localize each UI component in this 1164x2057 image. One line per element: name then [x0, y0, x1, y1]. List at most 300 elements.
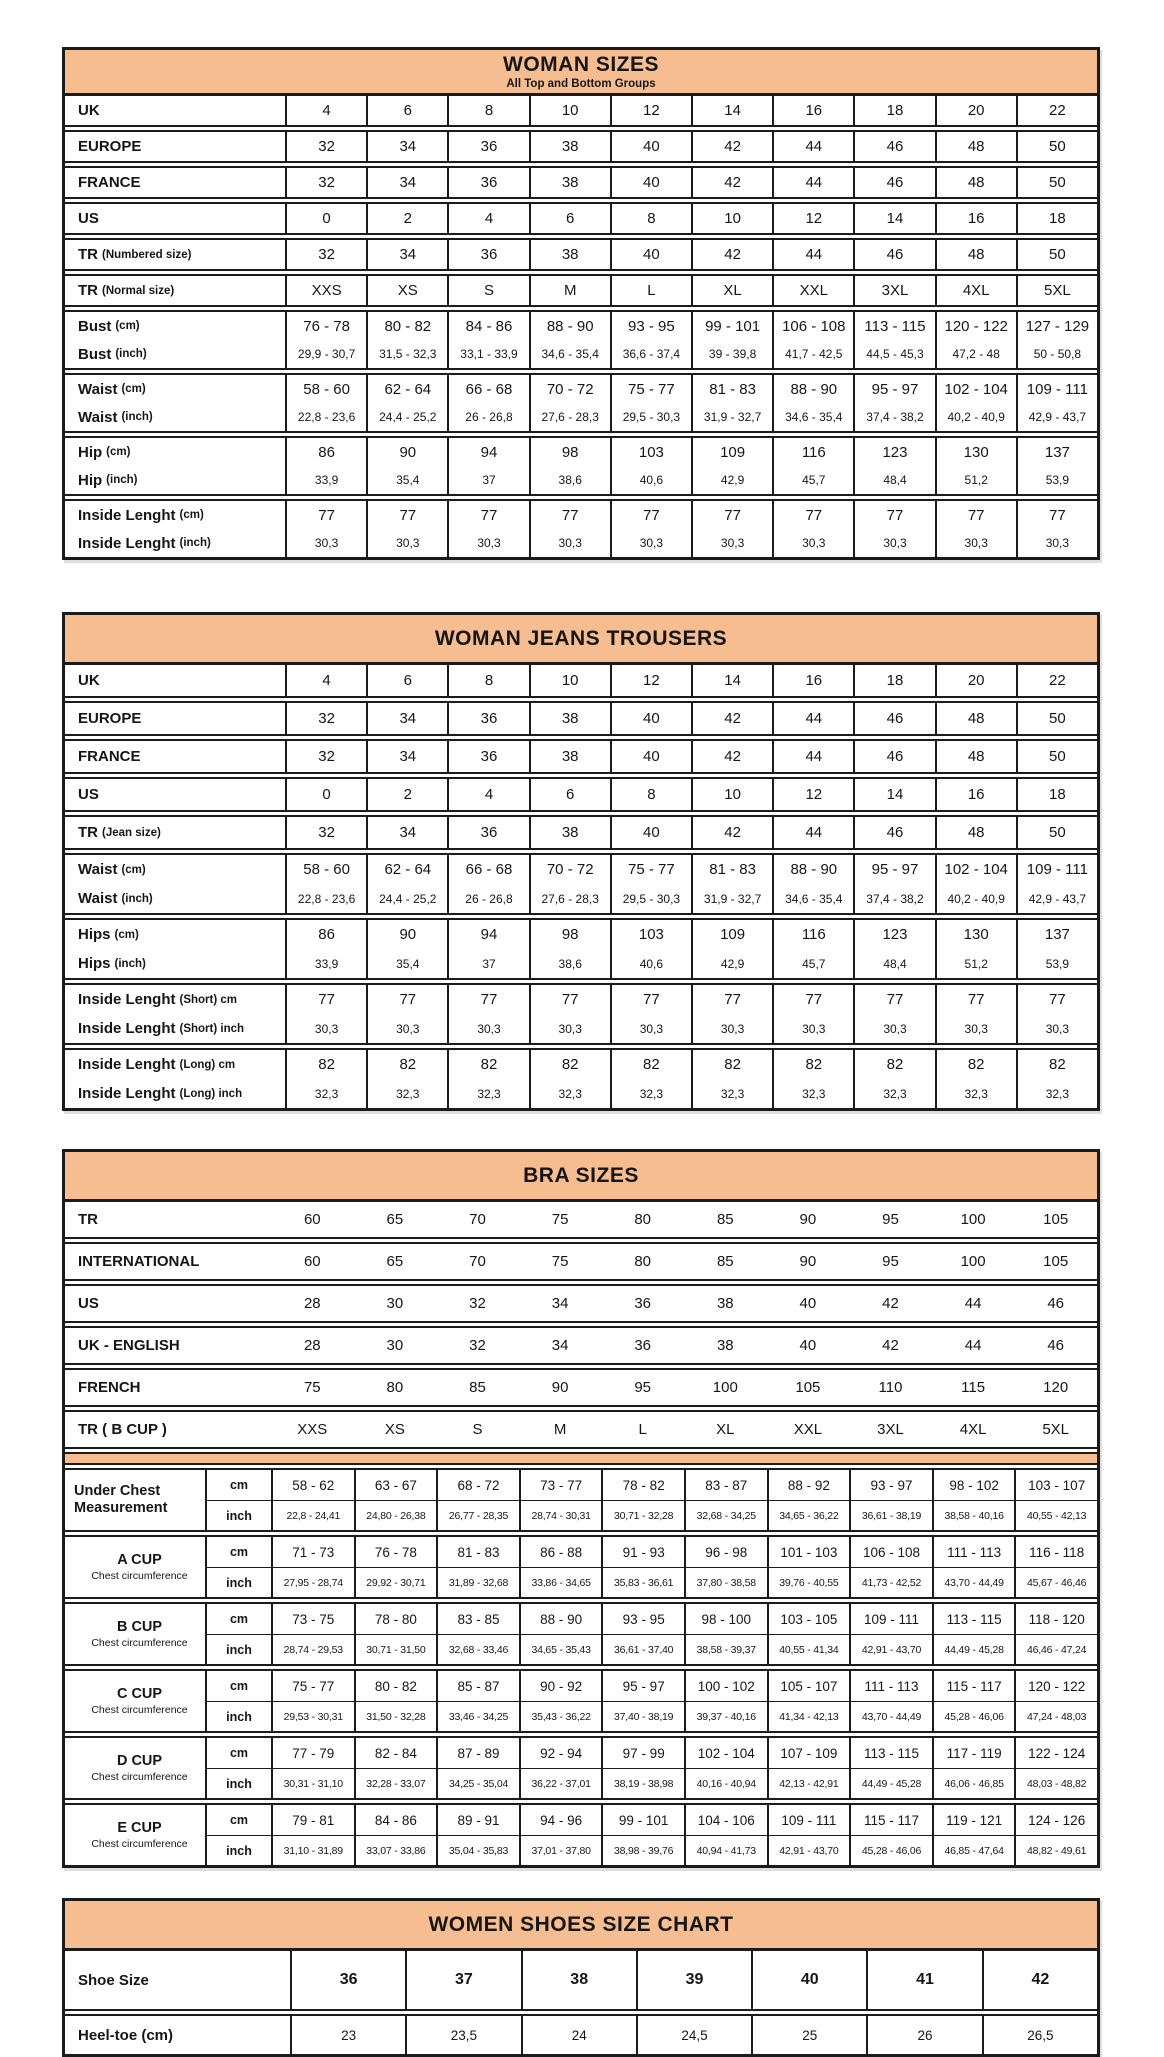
- size-cell: 23,5: [405, 2016, 520, 2054]
- size-cell: 113 - 115: [853, 312, 934, 340]
- row-label-text: UK: [78, 102, 100, 119]
- size-cell: 130: [935, 920, 1016, 949]
- size-cell: 50 - 50,8: [1016, 340, 1097, 368]
- size-cell: 30,3: [285, 529, 366, 557]
- size-row: [65, 168, 1097, 197]
- size-cell: 48: [935, 741, 1016, 772]
- size-cell: 35,04 - 35,83: [436, 1835, 519, 1865]
- woman-sizes-subtitle: All Top and Bottom Groups: [506, 78, 656, 90]
- cup-row-group: [65, 1602, 1097, 1666]
- cup-label: [65, 1470, 205, 1530]
- size-cell: 29,92 - 30,71: [354, 1567, 437, 1597]
- unit-label-cm: cm: [205, 1470, 271, 1500]
- row-group: [65, 918, 1097, 980]
- size-cell: 42,9: [691, 466, 772, 494]
- size-cell: 34: [366, 817, 447, 848]
- size-cell: 99 - 101: [601, 1805, 684, 1835]
- jeans-body: [65, 665, 1097, 1108]
- size-cell: 39 - 39,8: [691, 340, 772, 368]
- row-label-text: EUROPE: [78, 710, 142, 727]
- size-cell: 44: [772, 168, 853, 197]
- size-cell: 46: [853, 703, 934, 734]
- size-cell: 98: [529, 920, 610, 949]
- size-cell: 20: [935, 665, 1016, 696]
- size-cell: 5XL: [1016, 276, 1097, 305]
- row-label: [65, 340, 285, 368]
- size-cell: 77: [366, 501, 447, 529]
- size-cell: 8: [447, 96, 528, 125]
- size-cell: 40,6: [610, 466, 691, 494]
- row-label-text: TR: [78, 282, 98, 299]
- size-cell: 42: [691, 703, 772, 734]
- size-cell: 32,3: [853, 1079, 934, 1108]
- size-cell: XXS: [297, 1421, 328, 1438]
- size-row: [65, 1014, 1097, 1043]
- size-cell: 30,71 - 31,50: [354, 1634, 437, 1664]
- size-cell: 95 - 97: [853, 375, 934, 403]
- size-cell: 101 - 103: [767, 1537, 850, 1567]
- row-label: [65, 529, 285, 557]
- size-cell: 90: [799, 1253, 817, 1270]
- size-cell: M: [529, 276, 610, 305]
- cup-row-group: [65, 1736, 1097, 1800]
- row-group: [65, 815, 1097, 850]
- size-row: [65, 817, 1097, 848]
- size-cell: 33,86 - 34,65: [519, 1567, 602, 1597]
- size-cell: 77: [772, 501, 853, 529]
- row-label: [65, 1050, 285, 1079]
- row-group: [65, 1048, 1097, 1108]
- row-group: [65, 2014, 1097, 2054]
- size-cell: 10: [529, 96, 610, 125]
- size-cell: 40: [799, 1295, 817, 1312]
- size-cell: 4: [285, 96, 366, 125]
- size-cell: 44: [964, 1337, 982, 1354]
- size-cell: 100 - 102: [684, 1671, 767, 1701]
- size-cell: 32,68 - 34,25: [684, 1500, 767, 1530]
- row-label: [65, 466, 285, 494]
- row-label-text: Inside Lenght: [78, 534, 176, 552]
- size-cell: 30,3: [366, 1014, 447, 1043]
- size-cell: 30,3: [1016, 1014, 1097, 1043]
- size-cell: 119 - 121: [932, 1805, 1015, 1835]
- cup-sublabel: Chest circumference: [91, 1636, 188, 1649]
- size-cell: 46,85 - 47,64: [932, 1835, 1015, 1865]
- size-row: [65, 884, 1097, 913]
- size-cell: 32,68 - 33,46: [436, 1634, 519, 1664]
- size-cell: 24,4 - 25,2: [366, 884, 447, 913]
- size-cell: 84 - 86: [354, 1805, 437, 1835]
- size-cell: 6: [366, 96, 447, 125]
- size-cell: 30,3: [447, 529, 528, 557]
- size-cell: 38,6: [529, 949, 610, 978]
- size-cell: 32,3: [610, 1079, 691, 1108]
- size-cell: 42: [882, 1295, 899, 1312]
- row-label: [65, 1951, 290, 2009]
- size-cell: 44,5 - 45,3: [853, 340, 934, 368]
- cup-row-group: [65, 1669, 1097, 1733]
- row-label-unit: (Short) cm: [179, 993, 237, 1006]
- row-label: [65, 949, 285, 978]
- size-cell: 40,55 - 41,34: [767, 1634, 850, 1664]
- size-cell: 8: [447, 665, 528, 696]
- row-label-unit: (cm): [114, 928, 139, 941]
- size-cell: 99 - 101: [691, 312, 772, 340]
- row-label-text: EUROPE: [78, 138, 142, 155]
- size-cell: 100: [712, 1379, 738, 1396]
- size-row: [65, 665, 1097, 696]
- size-cell: 93 - 95: [601, 1604, 684, 1634]
- row-label: [65, 312, 285, 340]
- size-cell: 45,7: [772, 949, 853, 978]
- size-cell: 37,4 - 38,2: [853, 403, 934, 431]
- size-cell: 30,3: [853, 1014, 934, 1043]
- size-cell: 48,03 - 48,82: [1014, 1768, 1097, 1798]
- row-group: [65, 1951, 1097, 2011]
- size-cell: 40,55 - 42,13: [1014, 1500, 1097, 1530]
- size-cell: 32: [469, 1337, 486, 1354]
- size-cell: 53,9: [1016, 466, 1097, 494]
- bra-sizes-table: [62, 1149, 1100, 1868]
- size-cell: 88 - 90: [529, 312, 610, 340]
- row-label: [65, 779, 285, 810]
- size-cell: 50: [1016, 741, 1097, 772]
- row-label-text: Waist: [78, 380, 118, 398]
- size-cell: 30,3: [447, 1014, 528, 1043]
- size-cell: 42: [982, 1951, 1097, 2009]
- size-cell: 120 - 122: [935, 312, 1016, 340]
- size-cell: 40,6: [610, 949, 691, 978]
- size-cell: 24: [521, 2016, 636, 2054]
- row-label: [65, 1328, 271, 1363]
- size-cell: 87 - 89: [436, 1738, 519, 1768]
- size-cell: 38,58 - 40,16: [932, 1500, 1015, 1530]
- size-cell: 109 - 111: [1016, 855, 1097, 884]
- size-cell: 42: [882, 1337, 899, 1354]
- size-row: [65, 741, 1097, 772]
- size-cell: 30,31 - 31,10: [271, 1768, 354, 1798]
- size-cell: 123: [853, 920, 934, 949]
- size-cell: 115 - 117: [849, 1805, 932, 1835]
- size-cell: 82: [935, 1050, 1016, 1079]
- size-cell: 95 - 97: [601, 1671, 684, 1701]
- row-label-text: Waist: [78, 408, 118, 426]
- size-cell: 98 - 100: [684, 1604, 767, 1634]
- size-cell: 76 - 78: [354, 1537, 437, 1567]
- row-label: [65, 1370, 271, 1405]
- size-cell: 105: [795, 1379, 821, 1396]
- size-cell: 32,3: [285, 1079, 366, 1108]
- size-cell: 38: [529, 240, 610, 269]
- size-cell: 85 - 87: [436, 1671, 519, 1701]
- size-cell: 4: [285, 665, 366, 696]
- size-cell: 78 - 82: [601, 1470, 684, 1500]
- size-row: [65, 920, 1097, 949]
- size-cell: 8: [610, 204, 691, 233]
- size-cell: 77: [1016, 501, 1097, 529]
- size-row: [65, 204, 1097, 233]
- row-label: [65, 168, 285, 197]
- size-cell: 42: [691, 240, 772, 269]
- size-cell: 50: [1016, 817, 1097, 848]
- row-label-text: UK: [78, 672, 100, 689]
- row-label: [65, 817, 285, 848]
- size-cell: 36: [290, 1951, 405, 2009]
- row-label-text: UK - ENGLISH: [78, 1337, 180, 1354]
- size-cell: 109 - 111: [767, 1805, 850, 1835]
- woman-sizes-body: [65, 96, 1097, 557]
- size-cell: 34,65 - 35,43: [519, 1634, 602, 1664]
- row-label: [65, 703, 285, 734]
- size-cell: 37,01 - 37,80: [519, 1835, 602, 1865]
- size-cell: 40: [610, 132, 691, 161]
- size-cell: 80: [634, 1253, 652, 1270]
- unit-label-cm: cm: [205, 1537, 271, 1567]
- size-cell: 30,3: [529, 529, 610, 557]
- row-label: [65, 2016, 290, 2054]
- jeans-header-band: [65, 615, 1097, 665]
- size-cell: 120: [1043, 1379, 1069, 1396]
- cup-label: [65, 1604, 205, 1664]
- size-cell: 28,74 - 29,53: [271, 1634, 354, 1664]
- size-cell: 40,94 - 41,73: [684, 1835, 767, 1865]
- size-cell: 44: [964, 1295, 982, 1312]
- size-row: [65, 949, 1097, 978]
- cup-sublabel: Chest circumference: [91, 1837, 188, 1850]
- size-cell: 63 - 67: [354, 1470, 437, 1500]
- row-label-text: Hips: [78, 926, 111, 943]
- size-row: [65, 1079, 1097, 1108]
- size-cell: 38: [529, 741, 610, 772]
- size-cell: 32: [285, 240, 366, 269]
- row-group: [65, 1202, 1097, 1239]
- size-cell: 28,74 - 30,31: [519, 1500, 602, 1530]
- size-cell: 14: [853, 779, 934, 810]
- size-cell: 10: [691, 204, 772, 233]
- size-cell: 82: [853, 1050, 934, 1079]
- row-group: [65, 96, 1097, 127]
- size-cell: 109 - 111: [1016, 375, 1097, 403]
- size-cell: 113 - 115: [849, 1738, 932, 1768]
- cup-sublabel: Chest circumference: [91, 1569, 188, 1582]
- row-label-unit: (cm): [121, 863, 146, 876]
- size-cell: 32,3: [772, 1079, 853, 1108]
- row-label-unit: (cm): [115, 320, 140, 332]
- size-cell: 42,91 - 43,70: [767, 1835, 850, 1865]
- size-cell: 5XL: [1042, 1421, 1070, 1438]
- size-cell: 16: [935, 779, 1016, 810]
- row-label-text: TR: [78, 1211, 98, 1228]
- size-cell: 77: [935, 501, 1016, 529]
- size-cell: S: [447, 276, 528, 305]
- size-cell: 41,7 - 42,5: [772, 340, 853, 368]
- size-cell: 14: [691, 96, 772, 125]
- size-cell: 31,5 - 32,3: [366, 340, 447, 368]
- size-cell: 105: [1043, 1253, 1069, 1270]
- size-cell: 85: [716, 1253, 734, 1270]
- row-group: [65, 274, 1097, 307]
- size-cell: 109: [691, 920, 772, 949]
- row-label: [65, 375, 285, 403]
- size-cell: 33,9: [285, 466, 366, 494]
- row-label: [65, 96, 285, 125]
- size-cell: 30,3: [935, 1014, 1016, 1043]
- size-cell: 22,8 - 23,6: [285, 884, 366, 913]
- row-label-text: Hips: [78, 955, 111, 972]
- size-cell: 30,3: [691, 529, 772, 557]
- size-cell: 94 - 96: [519, 1805, 602, 1835]
- size-cell: 32,3: [691, 1079, 772, 1108]
- row-group: [65, 373, 1097, 433]
- size-cell: 38: [529, 168, 610, 197]
- size-cell: 42: [691, 132, 772, 161]
- size-cell: 111 - 113: [932, 1537, 1015, 1567]
- row-label-unit: (Jean size): [102, 826, 161, 839]
- size-cell: 122 - 124: [1014, 1738, 1097, 1768]
- size-cell: 77: [529, 985, 610, 1014]
- row-label: [65, 403, 285, 431]
- size-cell: 36: [447, 132, 528, 161]
- row-group: [65, 238, 1097, 271]
- row-label-text: INTERNATIONAL: [78, 1253, 200, 1270]
- size-cell: 42,91 - 43,70: [849, 1634, 932, 1664]
- unit-label-cm: cm: [205, 1671, 271, 1701]
- size-cell: 77: [285, 985, 366, 1014]
- row-label: [65, 1014, 285, 1043]
- row-label-text: FRANCE: [78, 748, 141, 765]
- size-cell: 14: [691, 665, 772, 696]
- size-cell: 32: [285, 168, 366, 197]
- row-label-text: Heel-toe (cm): [78, 2026, 174, 2044]
- row-label: [65, 741, 285, 772]
- size-row: [65, 2016, 1097, 2054]
- size-cell: 94: [447, 438, 528, 466]
- size-cell: 46,06 - 46,85: [932, 1768, 1015, 1798]
- size-cell: 58 - 60: [285, 855, 366, 884]
- size-cell: 42,9 - 43,7: [1016, 884, 1097, 913]
- size-cell: 50: [1016, 703, 1097, 734]
- row-group: [65, 310, 1097, 370]
- cup-label-text: D CUP: [116, 1753, 163, 1770]
- size-cell: 117 - 119: [932, 1738, 1015, 1768]
- size-row: [65, 1412, 1097, 1447]
- cup-row-group: [65, 1468, 1097, 1532]
- size-cell: 40,2 - 40,9: [935, 403, 1016, 431]
- row-label: [65, 884, 285, 913]
- size-row: [65, 1951, 1097, 2009]
- size-cell: 44: [772, 703, 853, 734]
- size-cell: 30,3: [935, 529, 1016, 557]
- size-cell: 113 - 115: [932, 1604, 1015, 1634]
- size-cell: 32: [285, 741, 366, 772]
- size-cell: 48: [935, 240, 1016, 269]
- size-cell: 42: [691, 817, 772, 848]
- woman-sizes-table: [62, 47, 1100, 560]
- size-cell: 30: [386, 1295, 404, 1312]
- size-cell: 34,6 - 35,4: [772, 884, 853, 913]
- size-cell: 25: [751, 2016, 866, 2054]
- unit-label-inch: inch: [205, 1835, 271, 1865]
- size-cell: 29,9 - 30,7: [285, 340, 366, 368]
- size-cell: 42: [691, 168, 772, 197]
- size-cell: 32: [285, 817, 366, 848]
- row-group: [65, 1326, 1097, 1365]
- row-group: [65, 701, 1097, 736]
- size-cell: 45,67 - 46,46: [1014, 1567, 1097, 1597]
- size-row: [65, 438, 1097, 466]
- size-cell: L: [638, 1421, 647, 1438]
- size-cell: 111 - 113: [849, 1671, 932, 1701]
- size-cell: 4XL: [959, 1421, 987, 1438]
- row-label-text: US: [78, 786, 99, 803]
- size-cell: 71 - 73: [271, 1537, 354, 1567]
- size-cell: 12: [610, 96, 691, 125]
- size-cell: 103 - 105: [767, 1604, 850, 1634]
- row-group: [65, 739, 1097, 774]
- row-label-text: Hip: [78, 443, 103, 461]
- size-cell: 37: [447, 949, 528, 978]
- size-cell: 48: [935, 703, 1016, 734]
- size-cell: 80 - 82: [366, 312, 447, 340]
- row-label-text: FRENCH: [78, 1379, 141, 1396]
- size-cell: 18: [1016, 204, 1097, 233]
- size-cell: 60: [303, 1211, 321, 1228]
- size-cell: 105: [1043, 1211, 1069, 1228]
- row-group: [65, 983, 1097, 1045]
- size-cell: 77: [691, 985, 772, 1014]
- size-cell: 45,28 - 46,06: [849, 1835, 932, 1865]
- row-group: [65, 1368, 1097, 1407]
- size-cell: 110: [878, 1379, 903, 1396]
- row-label: [65, 501, 285, 529]
- size-cell: 115 - 117: [932, 1671, 1015, 1701]
- size-cell: M: [553, 1421, 567, 1438]
- size-cell: 124 - 126: [1014, 1805, 1097, 1835]
- row-label: [65, 920, 285, 949]
- size-cell: 73 - 77: [519, 1470, 602, 1500]
- bra-body: [65, 1202, 1097, 1865]
- size-cell: 116: [772, 438, 853, 466]
- size-cell: 81 - 83: [436, 1537, 519, 1567]
- size-cell: 103 - 107: [1014, 1470, 1097, 1500]
- row-label-unit: (cm): [121, 383, 146, 395]
- row-group: [65, 777, 1097, 812]
- size-cell: XL: [716, 1421, 735, 1438]
- size-cell: 4XL: [935, 276, 1016, 305]
- size-cell: 8: [610, 779, 691, 810]
- size-cell: 77: [610, 985, 691, 1014]
- size-cell: 75: [303, 1379, 321, 1396]
- row-label-unit: (inch): [106, 474, 138, 486]
- size-cell: 103: [610, 438, 691, 466]
- size-cell: 36: [634, 1337, 652, 1354]
- row-label-unit: (inch): [121, 411, 153, 423]
- size-cell: 26 - 26,8: [447, 403, 528, 431]
- size-cell: 4: [447, 204, 528, 233]
- size-cell: 30,3: [285, 1014, 366, 1043]
- size-cell: 93 - 95: [610, 312, 691, 340]
- size-cell: 41,34 - 42,13: [767, 1701, 850, 1731]
- size-cell: 48,82 - 49,61: [1014, 1835, 1097, 1865]
- size-cell: 34: [551, 1337, 569, 1354]
- size-cell: 68 - 72: [436, 1470, 519, 1500]
- size-cell: 102 - 104: [684, 1738, 767, 1768]
- size-cell: 130: [935, 438, 1016, 466]
- row-label: [65, 204, 285, 233]
- size-cell: 30,3: [772, 1014, 853, 1043]
- size-cell: 3XL: [853, 276, 934, 305]
- row-label: [65, 1202, 271, 1237]
